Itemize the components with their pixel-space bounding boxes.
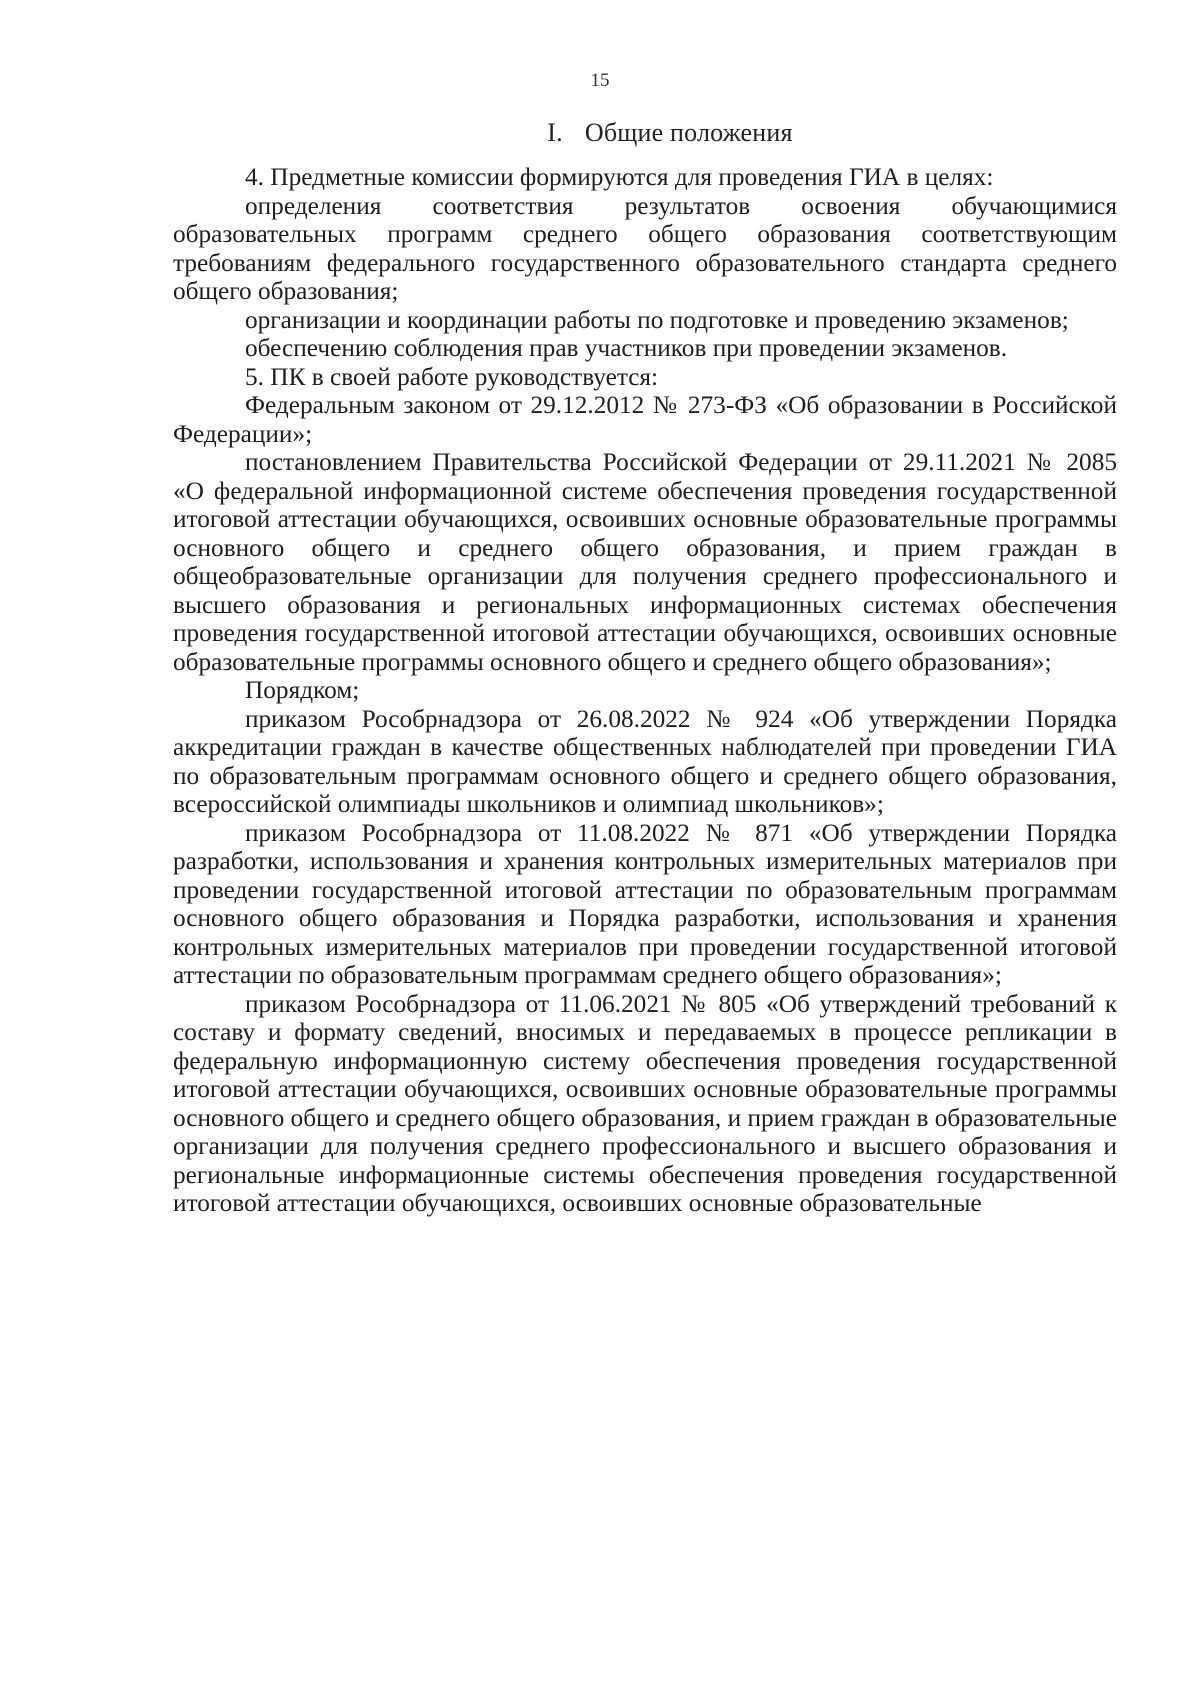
section-title: Общие положения (584, 118, 793, 147)
document-body (173, 163, 1117, 1218)
paragraph: Порядком; (245, 676, 360, 704)
page-number: 15 (590, 70, 610, 91)
paragraph: обеспечению соблюдения прав участников при проведении экзаменов. (245, 334, 1008, 362)
paragraph: приказом Рособрнадзора от 11.06.2021 № 805 «Об утверждений требований к составу и формату сведений, вносимых и передаваемых в процессе репликации в федеральную информационную систему обеспечения проведения государственной итоговой аттестации обучающихся, освоивших основные образовательные программы основного общего и среднего общего образования, и прием граждан в образовательные организации для получения среднего профессионального и высшего образования и региональные информационные системы обеспечения проведения государственной итоговой аттестации обучающихся, освоивших основные образовательные (173, 989, 1117, 1217)
paragraph: постановлением Правительства Российской Федерации от 29.11.2021 № 2085 «О федеральной информационной системе обеспечения проведения государственной итоговой аттестации обучающихся, освоивших основные образовательные программы основного общего и среднего общего образования, и прием граждан в общеобразовательные организации для получения среднего профессионального и высшего образования и региональных информационных системах обеспечения проведения государственной итоговой аттестации обучающихся, освоивших основные образовательные программы основного общего и среднего общего образования»; (173, 448, 1117, 676)
paragraph: 4. Предметные комиссии формируются для проведения ГИА в целях: (245, 163, 994, 191)
paragraph: определения соответствия результатов освоения обучающимися образовательных программ среднего общего образования соответствующим требованиям федерального государственного образовательного стандарта среднего общего образования; (173, 191, 1117, 305)
paragraph: 5. ПК в своей работе руководствуется: (245, 362, 659, 391)
section-heading (0, 118, 1200, 148)
paragraph: Федеральным законом от 29.12.2012 № 273-ФЗ «Об образовании в Российской Федерации»; (173, 391, 1117, 448)
paragraph: организации и координации работы по подготовке и проведению экзаменов; (245, 305, 1069, 334)
section-number: I. (547, 118, 563, 147)
paragraph: приказом Рособрнадзора от 26.08.2022 № 924 «Об утверждении Порядка аккредитации граждан в качестве общественных наблюдателей при проведении ГИА по образовательным программам основного общего и среднего общего образования, всероссийской олимпиады школьников и олимпиад школьников»; (173, 704, 1117, 818)
paragraph: приказом Рособрнадзора от 11.08.2022 № 871 «Об утверждении Порядка разработки, использования и хранения контрольных измерительных материалов при проведении государственной итоговой аттестации по образовательным программам основного общего образования и Порядка разработки, использования и хранения контрольных измерительных материалов при проведении государственной итоговой аттестации по образовательным программам среднего общего образования»; (173, 818, 1117, 989)
